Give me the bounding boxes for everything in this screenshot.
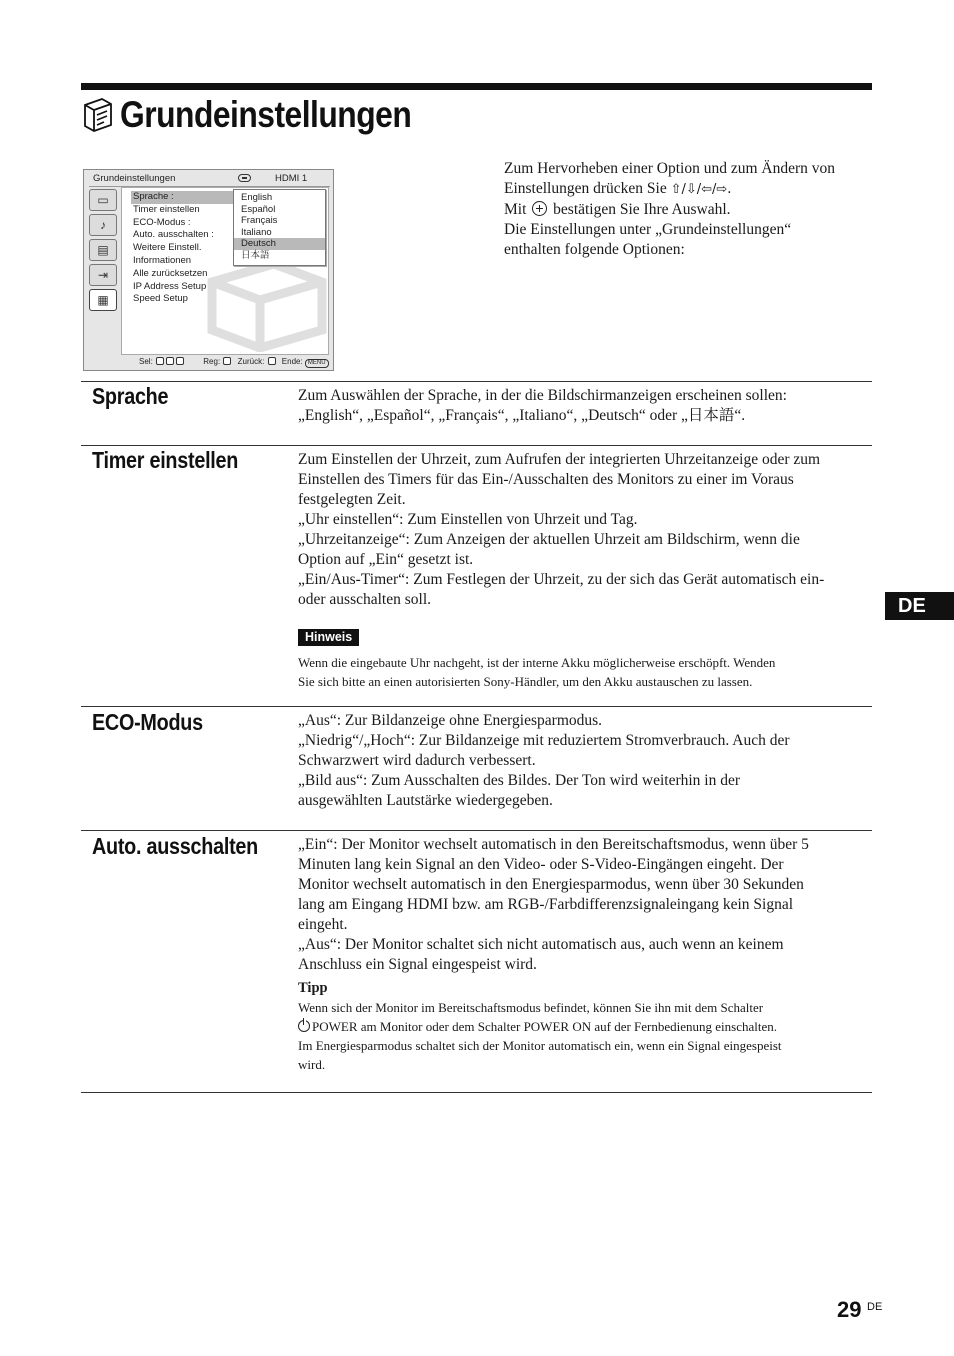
intro-line: Einstellungen drücken Sie ⇧/⇩/⇦/⇨.	[504, 179, 876, 200]
section-body-eco	[298, 711, 873, 811]
page-language: DE	[867, 1301, 883, 1313]
section-body-auto	[298, 835, 873, 1074]
picture-settings-icon: ▭	[89, 189, 117, 211]
body-line: „Uhr einstellen“: Zum Einstellen von Uhrzeit und Tag.	[298, 511, 638, 528]
osd-menu-item[interactable]: Auto. ausschalten :	[133, 229, 214, 241]
language-option[interactable]: 日本語	[241, 249, 270, 261]
settings-box-icon	[82, 97, 114, 133]
body-line: lang am Eingang HDMI bzw. am RGB-/Farbdifferenzsignaleingang kein Signal	[298, 896, 794, 913]
note-label: Hinweis	[298, 629, 359, 646]
osd-screenshot	[83, 169, 334, 371]
up-key-icon	[156, 357, 164, 365]
section-title-timer: Timer einstellen	[92, 447, 239, 473]
intro-line: Mit bestätigen Sie Ihre Auswahl.	[504, 201, 731, 218]
osd-menu-panel	[121, 187, 329, 355]
section-divider	[81, 706, 872, 707]
body-line: festgelegten Zeit.	[298, 491, 406, 508]
section-title-eco: ECO-Modus	[92, 709, 203, 735]
note-line: Sie sich bitte an einen autorisierten Sony-Händler, um den Akku austauschen zu lassen.	[298, 674, 753, 689]
osd-footer	[121, 357, 329, 368]
osd-menu-item[interactable]: Speed Setup	[133, 293, 188, 305]
language-option[interactable]: Italiano	[241, 226, 272, 238]
sound-settings-icon: ♪	[89, 214, 117, 236]
osd-menu-item[interactable]: Informationen	[133, 254, 192, 266]
body-line: Monitor wechselt automatisch in den Energiesparmodus, wenn über 30 Sekunden	[298, 876, 804, 893]
section-divider	[81, 381, 872, 382]
back-key-icon	[268, 357, 276, 365]
section-title-sprache: Sprache	[92, 383, 169, 409]
language-option[interactable]: English	[241, 192, 273, 203]
tip-line: POWER am Monitor oder dem Schalter POWER ON auf der Fernbedienung einschalten.	[298, 1017, 873, 1036]
body-line: Einstellen des Timers für das Ein-/Ausschalten des Monitors zu einer im Voraus	[298, 471, 794, 488]
tip-label: Tipp	[298, 980, 328, 996]
input-settings-icon: ⇥	[89, 264, 117, 286]
language-option[interactable]: Español	[241, 203, 276, 215]
language-submenu	[233, 189, 326, 266]
setup-settings-icon: ▦	[89, 289, 117, 311]
tip-line: wird.	[298, 1057, 326, 1072]
body-line: „Aus“: Zur Bildanzeige ohne Energiesparmodus.	[298, 712, 603, 729]
body-line: „Bild aus“: Zum Ausschalten des Bildes. Der Ton wird weiterhin in der	[298, 772, 741, 789]
section-body-sprache	[298, 386, 873, 426]
enter-key-icon	[166, 357, 174, 365]
screen-settings-icon: ▤	[89, 239, 117, 261]
osd-input-label: HDMI 1	[275, 173, 308, 184]
arrow-keys-icon: ⇧/⇩/⇦/⇨	[670, 182, 728, 197]
intro-line: enthalten folgende Optionen:	[504, 241, 685, 258]
top-rule	[81, 83, 872, 90]
osd-menu-item[interactable]: Timer einstellen	[133, 203, 200, 215]
footer-end-label: Ende:	[281, 357, 303, 366]
osd-menu-item[interactable]: IP Address Setup	[133, 280, 207, 292]
language-side-tab: DE	[885, 592, 954, 620]
page-number: 29	[837, 1297, 862, 1322]
osd-menu-item[interactable]: ECO-Modus :	[133, 216, 191, 228]
body-line: oder ausschalten soll.	[298, 591, 432, 608]
power-icon	[298, 1020, 310, 1032]
body-line: Zum Einstellen der Uhrzeit, zum Aufrufen der integrierten Uhrzeitanzeige oder zum	[298, 451, 821, 468]
body-line: eingeht.	[298, 916, 348, 933]
body-line: „Niedrig“/„Hoch“: Zur Bildanzeige mit reduziertem Stromverbrauch. Auch der	[298, 732, 790, 749]
note-line: Wenn die eingebaute Uhr nachgeht, ist der interne Akku möglicherweise erschöpft. Wenden	[298, 655, 776, 670]
body-line: „Ein/Aus-Timer“: Zum Festlegen der Uhrzeit, zu der sich das Gerät automatisch ein-	[298, 571, 825, 588]
footer-sel-label: Sel:	[139, 357, 153, 366]
body-line: Minuten lang kein Signal an den Video- oder S-Video-Eingängen eingeht. Der	[298, 856, 784, 873]
osd-menu-item[interactable]: Weitere Einstell.	[133, 242, 202, 254]
osd-title: Grundeinstellungen	[93, 173, 176, 184]
language-option[interactable]: Français	[241, 215, 278, 226]
intro-text	[504, 159, 876, 260]
body-line: Anschluss ein Signal eingespeist wird.	[298, 956, 537, 973]
section-divider	[81, 830, 872, 831]
section-title-auto: Auto. ausschalten	[92, 833, 258, 859]
body-line: Option auf „Ein“ gesetzt ist.	[298, 551, 474, 568]
intro-line: Die Einstellungen unter „Grundeinstellungen“	[504, 221, 792, 238]
enter-button-icon	[532, 201, 547, 216]
body-line: Schwarzwert wird dadurch verbessert.	[298, 752, 536, 769]
menu-key-icon: MENU	[305, 359, 329, 368]
body-line: „Ein“: Der Monitor wechselt automatisch in den Bereitschaftsmodus, wenn über 5	[298, 836, 809, 853]
body-line: „English“, „Español“, „Français“, „Italiano“, „Deutsch“ oder „日本語“.	[298, 407, 746, 424]
osd-menu-item[interactable]: Sprache :	[131, 191, 233, 204]
confirm-key-icon	[223, 357, 231, 365]
down-key-icon	[176, 357, 184, 365]
intro-line: Zum Hervorheben einer Option und zum Ändern von	[504, 160, 836, 177]
osd-menu-list	[131, 191, 233, 306]
input-icon	[238, 174, 251, 182]
osd-category-icons	[89, 189, 119, 314]
page-header	[82, 94, 459, 136]
osd-menu-item[interactable]: Alle zurücksetzen	[133, 267, 208, 279]
language-option[interactable]: Deutsch	[234, 238, 325, 250]
tip-line: Wenn sich der Monitor im Bereitschaftsmodus befindet, können Sie ihn mit dem Schalter	[298, 1000, 764, 1015]
section-body-timer	[298, 450, 873, 691]
footer-back-label: Zurück:	[237, 357, 265, 366]
body-line: „Uhrzeitanzeige“: Zum Anzeigen der aktuellen Uhrzeit am Bildschirm, wenn die	[298, 531, 800, 548]
tip-line: Im Energiesparmodus schaltet sich der Monitor automatisch ein, wenn ein Signal eingespeist	[298, 1038, 782, 1053]
page-title: Grundeinstellungen	[120, 94, 412, 135]
body-line: ausgewählten Lautstärke wiedergegeben.	[298, 792, 553, 809]
section-divider	[81, 1092, 872, 1093]
section-divider	[81, 445, 872, 446]
body-line: Zum Auswählen der Sprache, in der die Bildschirmanzeigen erscheinen sollen:	[298, 387, 787, 404]
body-line: „Aus“: Der Monitor schaltet sich nicht automatisch aus, auch wenn an keinem	[298, 936, 784, 953]
footer-reg-label: Reg:	[203, 357, 221, 366]
